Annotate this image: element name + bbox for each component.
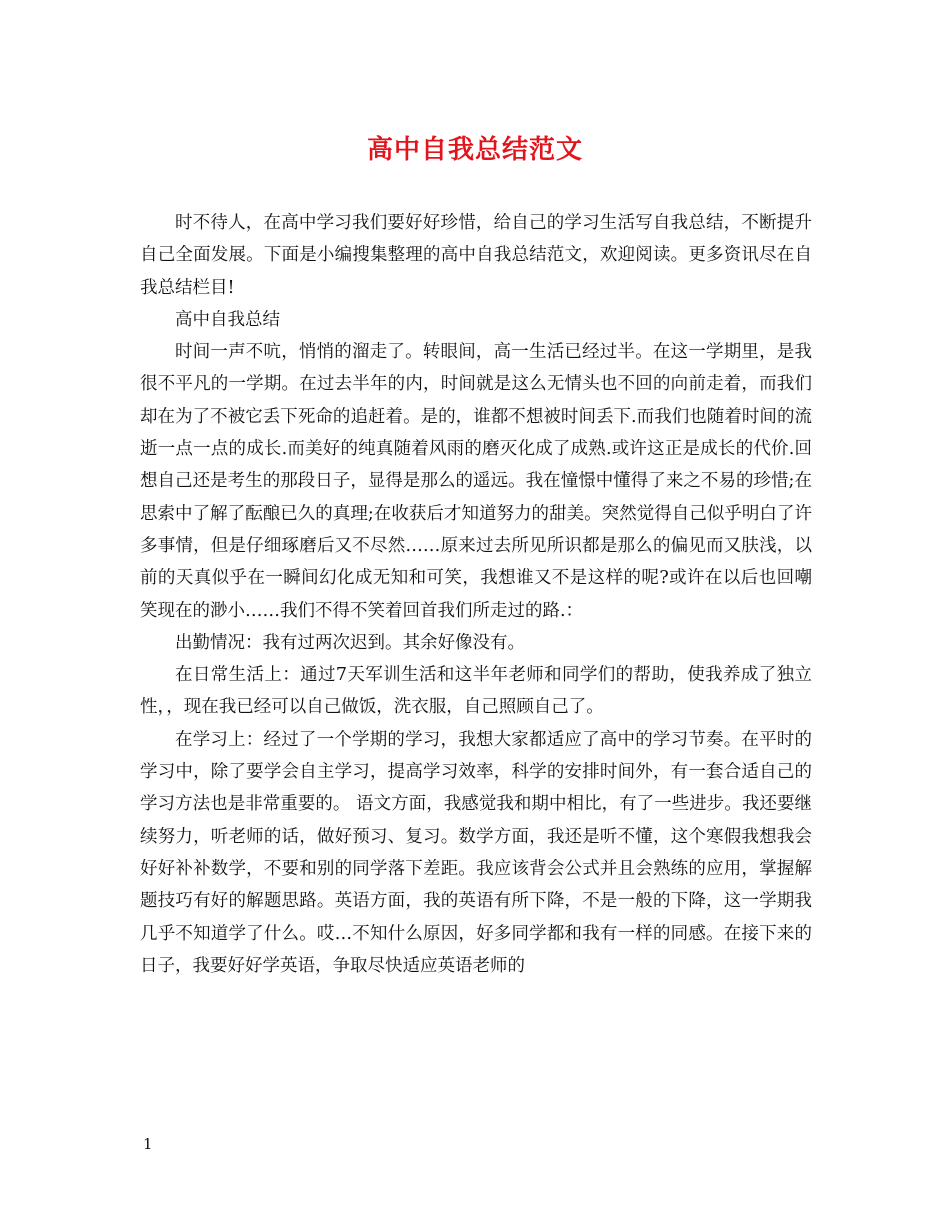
study-paragraph: 在学习上：经过了一个学期的学习，我想大家都适应了高中的学习节奏。在平时的学习中，除了要学会自主学习，提高学习效率，科学的安排时间外，有一套合适自己的学习方法也是非常重要的。 语文方面，我感觉我和期中相比，有了一些进步。我还要继续努力，听老师的话，做好预习、复习。数学方面，我还是听不懂，这个寒假我想我会好好补补数学，不要和别的同学落下差距。我应该背会公式并且会熟练的应用，掌握解题技巧有好的解题思路。英语方面，我的英语有所下降，不是一般的下降，这一学期我几乎不知道学了什么。哎…不知什么原因，好多同学都和我有一样的同感。在接下来的日子，我要好好学英语，争取尽快适应英语老师的 <box>140 729 812 976</box>
daily-life-paragraph: 在日常生活上：通过7天军训生活和这半年老师和同学们的帮助，使我养成了独立性，，现在我已经可以自己做饭，洗衣服，自己照顾自己了。 <box>140 665 812 718</box>
body-paragraph: 时间一声不吭，悄悄的溜走了。转眼间，高一生活已经过半。在这一学期里，是我很不平凡的一学期。在过去半年的内，时间就是这么无情头也不回的向前走着，而我们却在为了不被它丢下死命的追赶着。是的，谁都不想被时间丢下.而我们也随着时间的流逝一点一点的成长.而美好的纯真随着风雨的磨灭化成了成熟.或许这正是成长的代价.回想自己还是考生的那段日子，显得是那么的遥远。我在憧憬中懂得了来之不易的珍惜;在思索中了解了酝酿已久的真理;在收获后才知道努力的甜美。突然觉得自己似乎明白了许多事情，但是仔细琢磨后又不尽然……原来过去所见所识都是那么的偏见而又肤浅，以前的天真似乎在一瞬间幻化成无知和可笑，我想谁又不是这样的呢?或许在以后也回嘲笑现在的渺小……我们不得不笑着回首我们所走过的路.： <box>140 342 812 621</box>
page-number: 1 <box>143 1135 153 1153</box>
section-heading: 高中自我总结 <box>175 309 280 330</box>
attendance-paragraph: 出勤情况：我有过两次迟到。其余好像没有。 <box>175 632 525 653</box>
document-title: 高中自我总结范文 <box>366 135 583 165</box>
document-body <box>140 207 812 982</box>
intro-paragraph: 时不待人，在高中学习我们要好好珍惜，给自己的学习生活写自我总结，不断提升自己全面发展。下面是小编搜集整理的高中自我总结范文，欢迎阅读。更多资讯尽在自我总结栏目! <box>140 213 812 298</box>
